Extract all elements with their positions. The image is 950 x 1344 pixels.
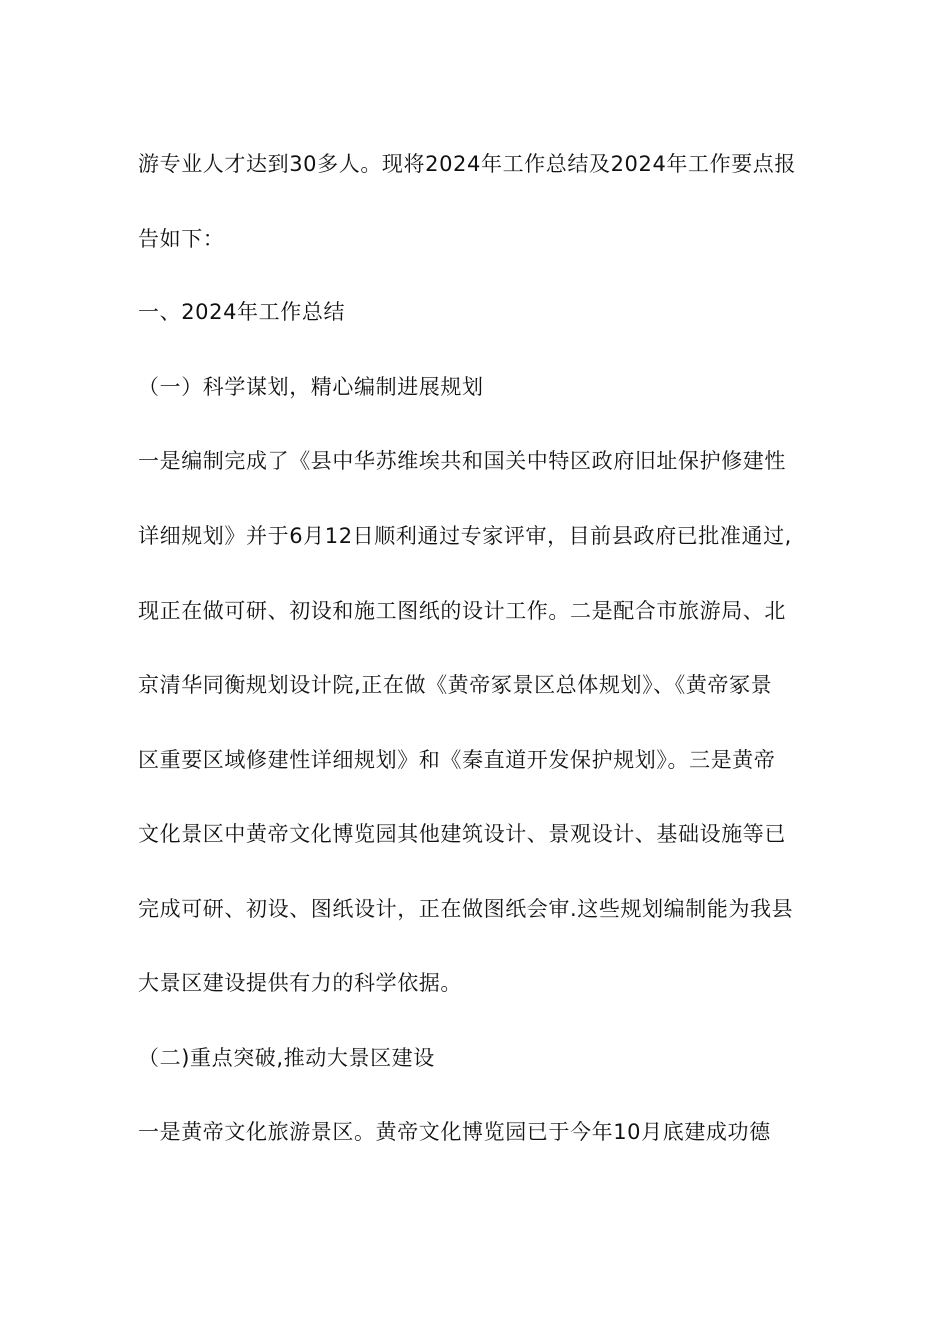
- paragraph-line: 告如下：: [138, 227, 225, 251]
- paragraph-line: 区重要区域修建性详细规划》和《秦直道开发保护规划》。三是黄帝: [138, 748, 776, 772]
- paragraph-line: 一是黄帝文化旅游景区。黄帝文化博览园已于今年10月底建成功德: [138, 1120, 771, 1144]
- paragraph-line: 文化景区中黄帝文化博览园其他建筑设计、景观设计、基础设施等已: [138, 822, 786, 846]
- paragraph-line: 京清华同衡规划设计院,正在做《黄帝冢景区总体规划》、《黄帝冢景: [138, 673, 773, 697]
- paragraph-line: 一是编制完成了《县中华苏维埃共和国关中特区政府旧址保护修建性: [138, 449, 786, 473]
- section-heading: 一、2024年工作总结: [138, 300, 346, 324]
- subsection-heading: （一）科学谋划，精心编制进展规划: [138, 375, 484, 399]
- paragraph-line: 详细规划》并于6月12日顺利通过专家评审，目前县政府已批准通过,: [138, 524, 792, 548]
- paragraph-line: 大景区建设提供有力的科学依据。: [138, 971, 462, 995]
- paragraph-line: 游专业人才达到30多人。现将2024年工作总结及2024年工作要点报: [138, 152, 797, 176]
- paragraph-line: 完成可研、初设、图纸设计，正在做图纸会审.这些规划编制能为我县: [138, 897, 794, 921]
- subsection-heading: （二)重点突破,推动大景区建设: [138, 1046, 435, 1070]
- paragraph-line: 现正在做可研、初设和施工图纸的设计工作。二是配合市旅游局、北: [138, 599, 786, 623]
